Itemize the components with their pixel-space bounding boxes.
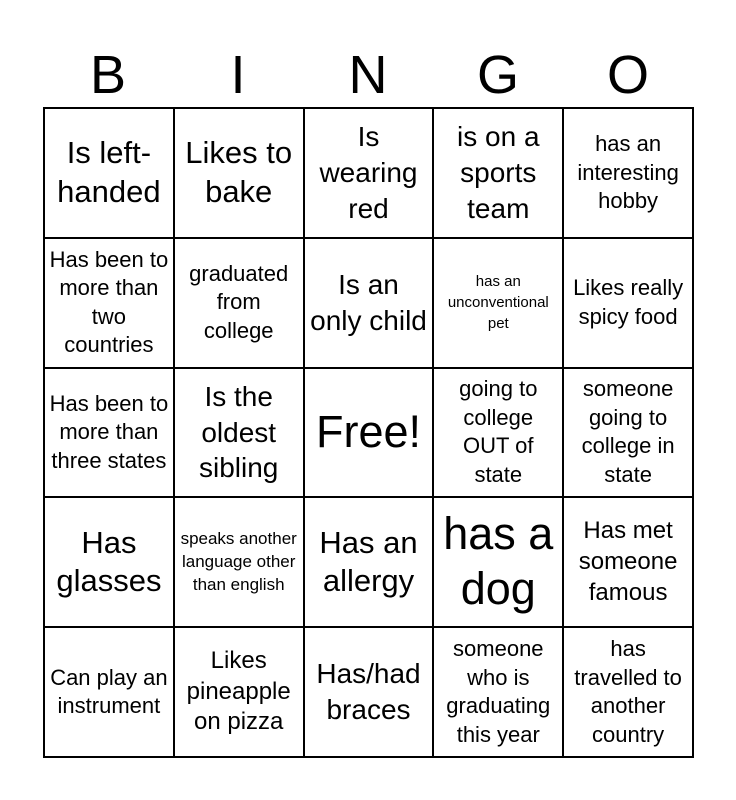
bingo-cell[interactable] <box>305 109 435 239</box>
cell-text: has an interesting hobby <box>577 131 679 214</box>
header-letter-i: I <box>230 45 246 105</box>
cell-text: someone going to college in state <box>581 376 675 488</box>
cell-text: Is an only child <box>310 268 427 336</box>
bingo-cell[interactable] <box>305 628 435 758</box>
bingo-cell[interactable] <box>564 369 694 499</box>
cell-text: Has been to more than two countries <box>49 246 169 358</box>
bingo-cell[interactable] <box>45 369 175 499</box>
cell-text: has travelled to another country <box>574 635 682 747</box>
cell-text: Is left-handed <box>57 135 161 209</box>
bingo-cell[interactable] <box>305 239 435 369</box>
cell-text: Is wearing red <box>319 121 418 224</box>
bingo-cell[interactable] <box>564 498 694 628</box>
header-letter-g: G <box>476 45 519 105</box>
bingo-cell[interactable] <box>434 498 564 628</box>
free-cell[interactable] <box>305 369 435 499</box>
bingo-cell[interactable] <box>175 369 305 499</box>
bingo-cell[interactable] <box>175 628 305 758</box>
bingo-cell[interactable] <box>45 239 175 369</box>
header-letter-o: O <box>606 45 649 105</box>
header-letter-b: B <box>89 45 127 105</box>
bingo-cell[interactable] <box>305 498 435 628</box>
header-letter-n: N <box>348 45 388 105</box>
cell-text: Likes to bake <box>185 135 293 209</box>
bingo-header <box>43 44 693 106</box>
bingo-cell[interactable] <box>175 498 305 628</box>
cell-text: Free! <box>315 406 421 458</box>
cell-text: someone who is graduating this year <box>446 635 551 747</box>
bingo-cell[interactable] <box>434 239 564 369</box>
cell-text: has an unconventional pet <box>447 273 549 333</box>
bingo-cell[interactable] <box>434 628 564 758</box>
cell-text: is on a sports team <box>457 121 540 224</box>
cell-text: has a dog <box>443 508 554 615</box>
bingo-cell[interactable] <box>175 109 305 239</box>
cell-text: speaks another language other than english <box>180 529 297 594</box>
bingo-cell[interactable] <box>434 109 564 239</box>
bingo-cell[interactable] <box>564 109 694 239</box>
bingo-cell[interactable] <box>175 239 305 369</box>
cell-text: graduated from college <box>189 260 289 343</box>
cell-text: Has been to more than three states <box>49 390 169 473</box>
bingo-cell[interactable] <box>564 628 694 758</box>
bingo-cell[interactable] <box>45 109 175 239</box>
bingo-cell[interactable] <box>45 498 175 628</box>
bingo-cell[interactable] <box>434 369 564 499</box>
cell-text: going to college OUT of state <box>459 376 538 488</box>
bingo-grid <box>43 107 694 758</box>
bingo-cell[interactable] <box>564 239 694 369</box>
cell-text: Likes pineapple on pizza <box>186 647 291 736</box>
cell-text: Has/had braces <box>316 658 421 726</box>
cell-text: Has met someone famous <box>578 517 678 606</box>
bingo-cell[interactable] <box>45 628 175 758</box>
cell-text: Has glasses <box>56 524 162 599</box>
cell-text: Likes really spicy food <box>573 275 684 329</box>
cell-text: Can play an instrument <box>50 664 168 719</box>
cell-text: Is the oldest sibling <box>199 380 279 484</box>
cell-text: Has an allergy <box>319 524 418 599</box>
